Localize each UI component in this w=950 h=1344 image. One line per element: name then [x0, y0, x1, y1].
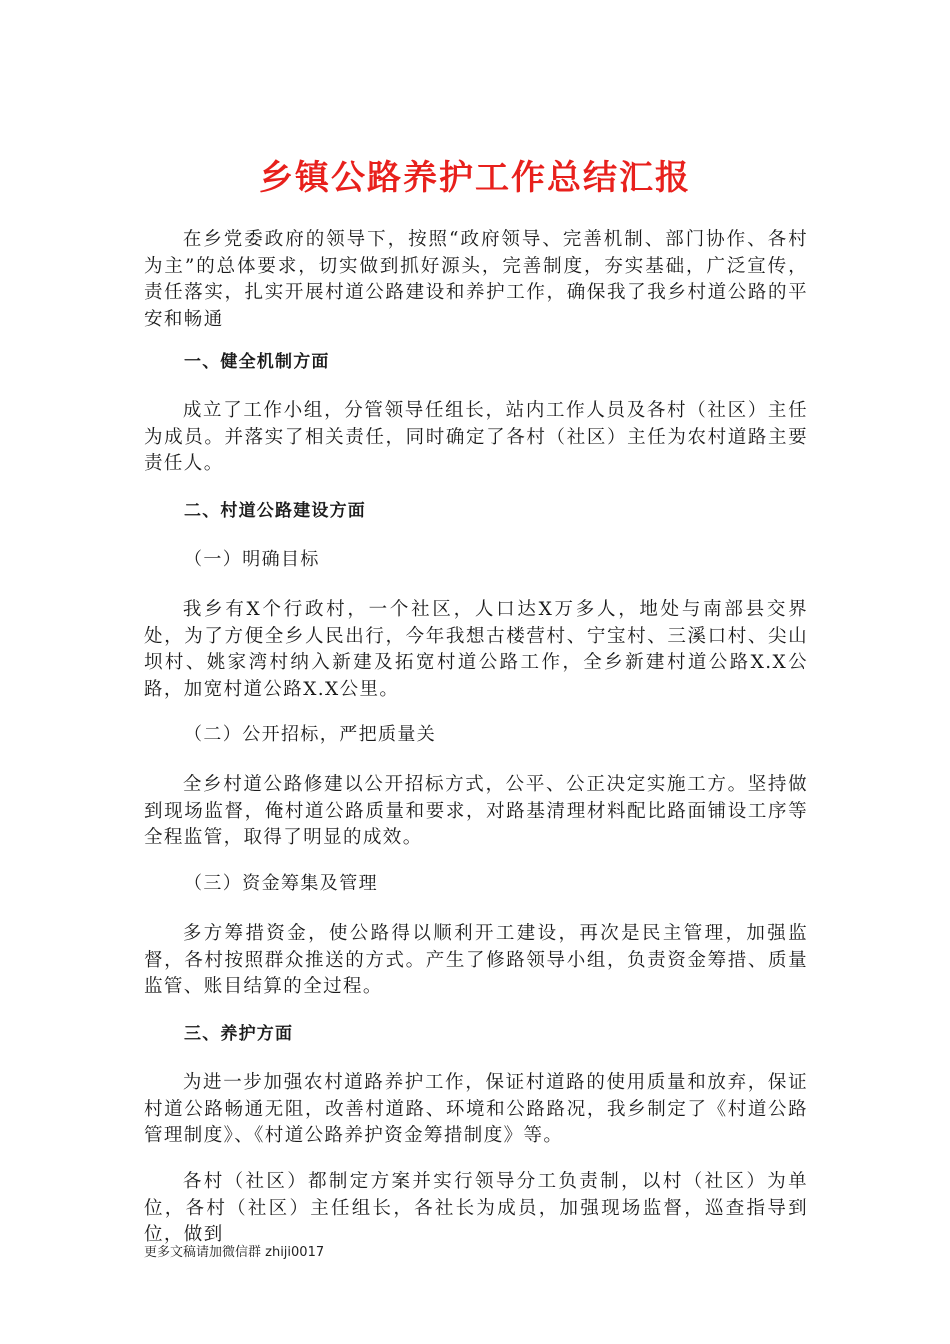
mechanism-paragraph: 成立了工作小组，分管领导任组长，站内工作人员及各村（社区）主任为成员。并落实了相关责任，同时确定了各村（社区）主任为农村道路主要责任人。: [144, 400, 808, 474]
subheading-bidding: （二）公开招标，严把质量关: [184, 724, 437, 745]
footer-note: 更多文稿请加微信群 zhiji0017: [144, 1245, 325, 1260]
section-heading-maintenance: 三、养护方面: [184, 1024, 294, 1044]
funding-paragraph: 多方筹措资金，使公路得以顺利开工建设，再次是民主管理，加强监督，各村按照群众推送的方式。产生了修路领导小组，负责资金筹措、质量监管、账目结算的全过程。: [144, 923, 808, 997]
goals-paragraph: 我乡有X个行政村，一个社区，人口达X万多人，地处与南部县交界处，为了方便全乡人民出行，今年我想古楼营村、宁宝村、三溪口村、尖山坝村、姚家湾村纳入新建及拓宽村道公路工作，全乡新建村道公路X.X公路，加宽村道公路X.X公里。: [144, 599, 808, 700]
maintenance-paragraph-1: 为进一步加强农村道路养护工作，保证村道路的使用质量和放弃，保证村道公路畅通无阻，改善村道路、环境和公路路况，我乡制定了《村道公路管理制度》、《村道公路养护资金筹措制度》等。: [144, 1072, 808, 1146]
section-heading-construction: 二、村道公路建设方面: [184, 501, 366, 521]
document-title: 乡镇公路养护工作总结汇报: [259, 158, 691, 198]
intro-paragraph: 在乡党委政府的领导下，按照“政府领导、完善机制、部门协作、各村为主”的总体要求，切实做到抓好源头，完善制度，夯实基础，广泛宣传，责任落实，扎实开展村道公路建设和养护工作，确保我了我乡村道公路的平安和畅通: [144, 229, 808, 330]
section-heading-mechanism: 一、健全机制方面: [184, 352, 330, 372]
maintenance-paragraph-2: 各村（社区）都制定方案并实行领导分工负责制，以村（社区）为单位，各村（社区）主任组长，各社长为成员，加强现场监督，巡查指导到位，做到: [144, 1171, 808, 1245]
bidding-paragraph: 全乡村道公路修建以公开招标方式，公平、公正决定实施工方。坚持做到现场监督，俺村道公路质量和要求，对路基清理材料配比路面铺设工序等全程监管，取得了明显的成效。: [144, 774, 808, 848]
subheading-funding: （三）资金筹集及管理: [184, 873, 378, 894]
subheading-goals: （一）明确目标: [184, 549, 320, 570]
